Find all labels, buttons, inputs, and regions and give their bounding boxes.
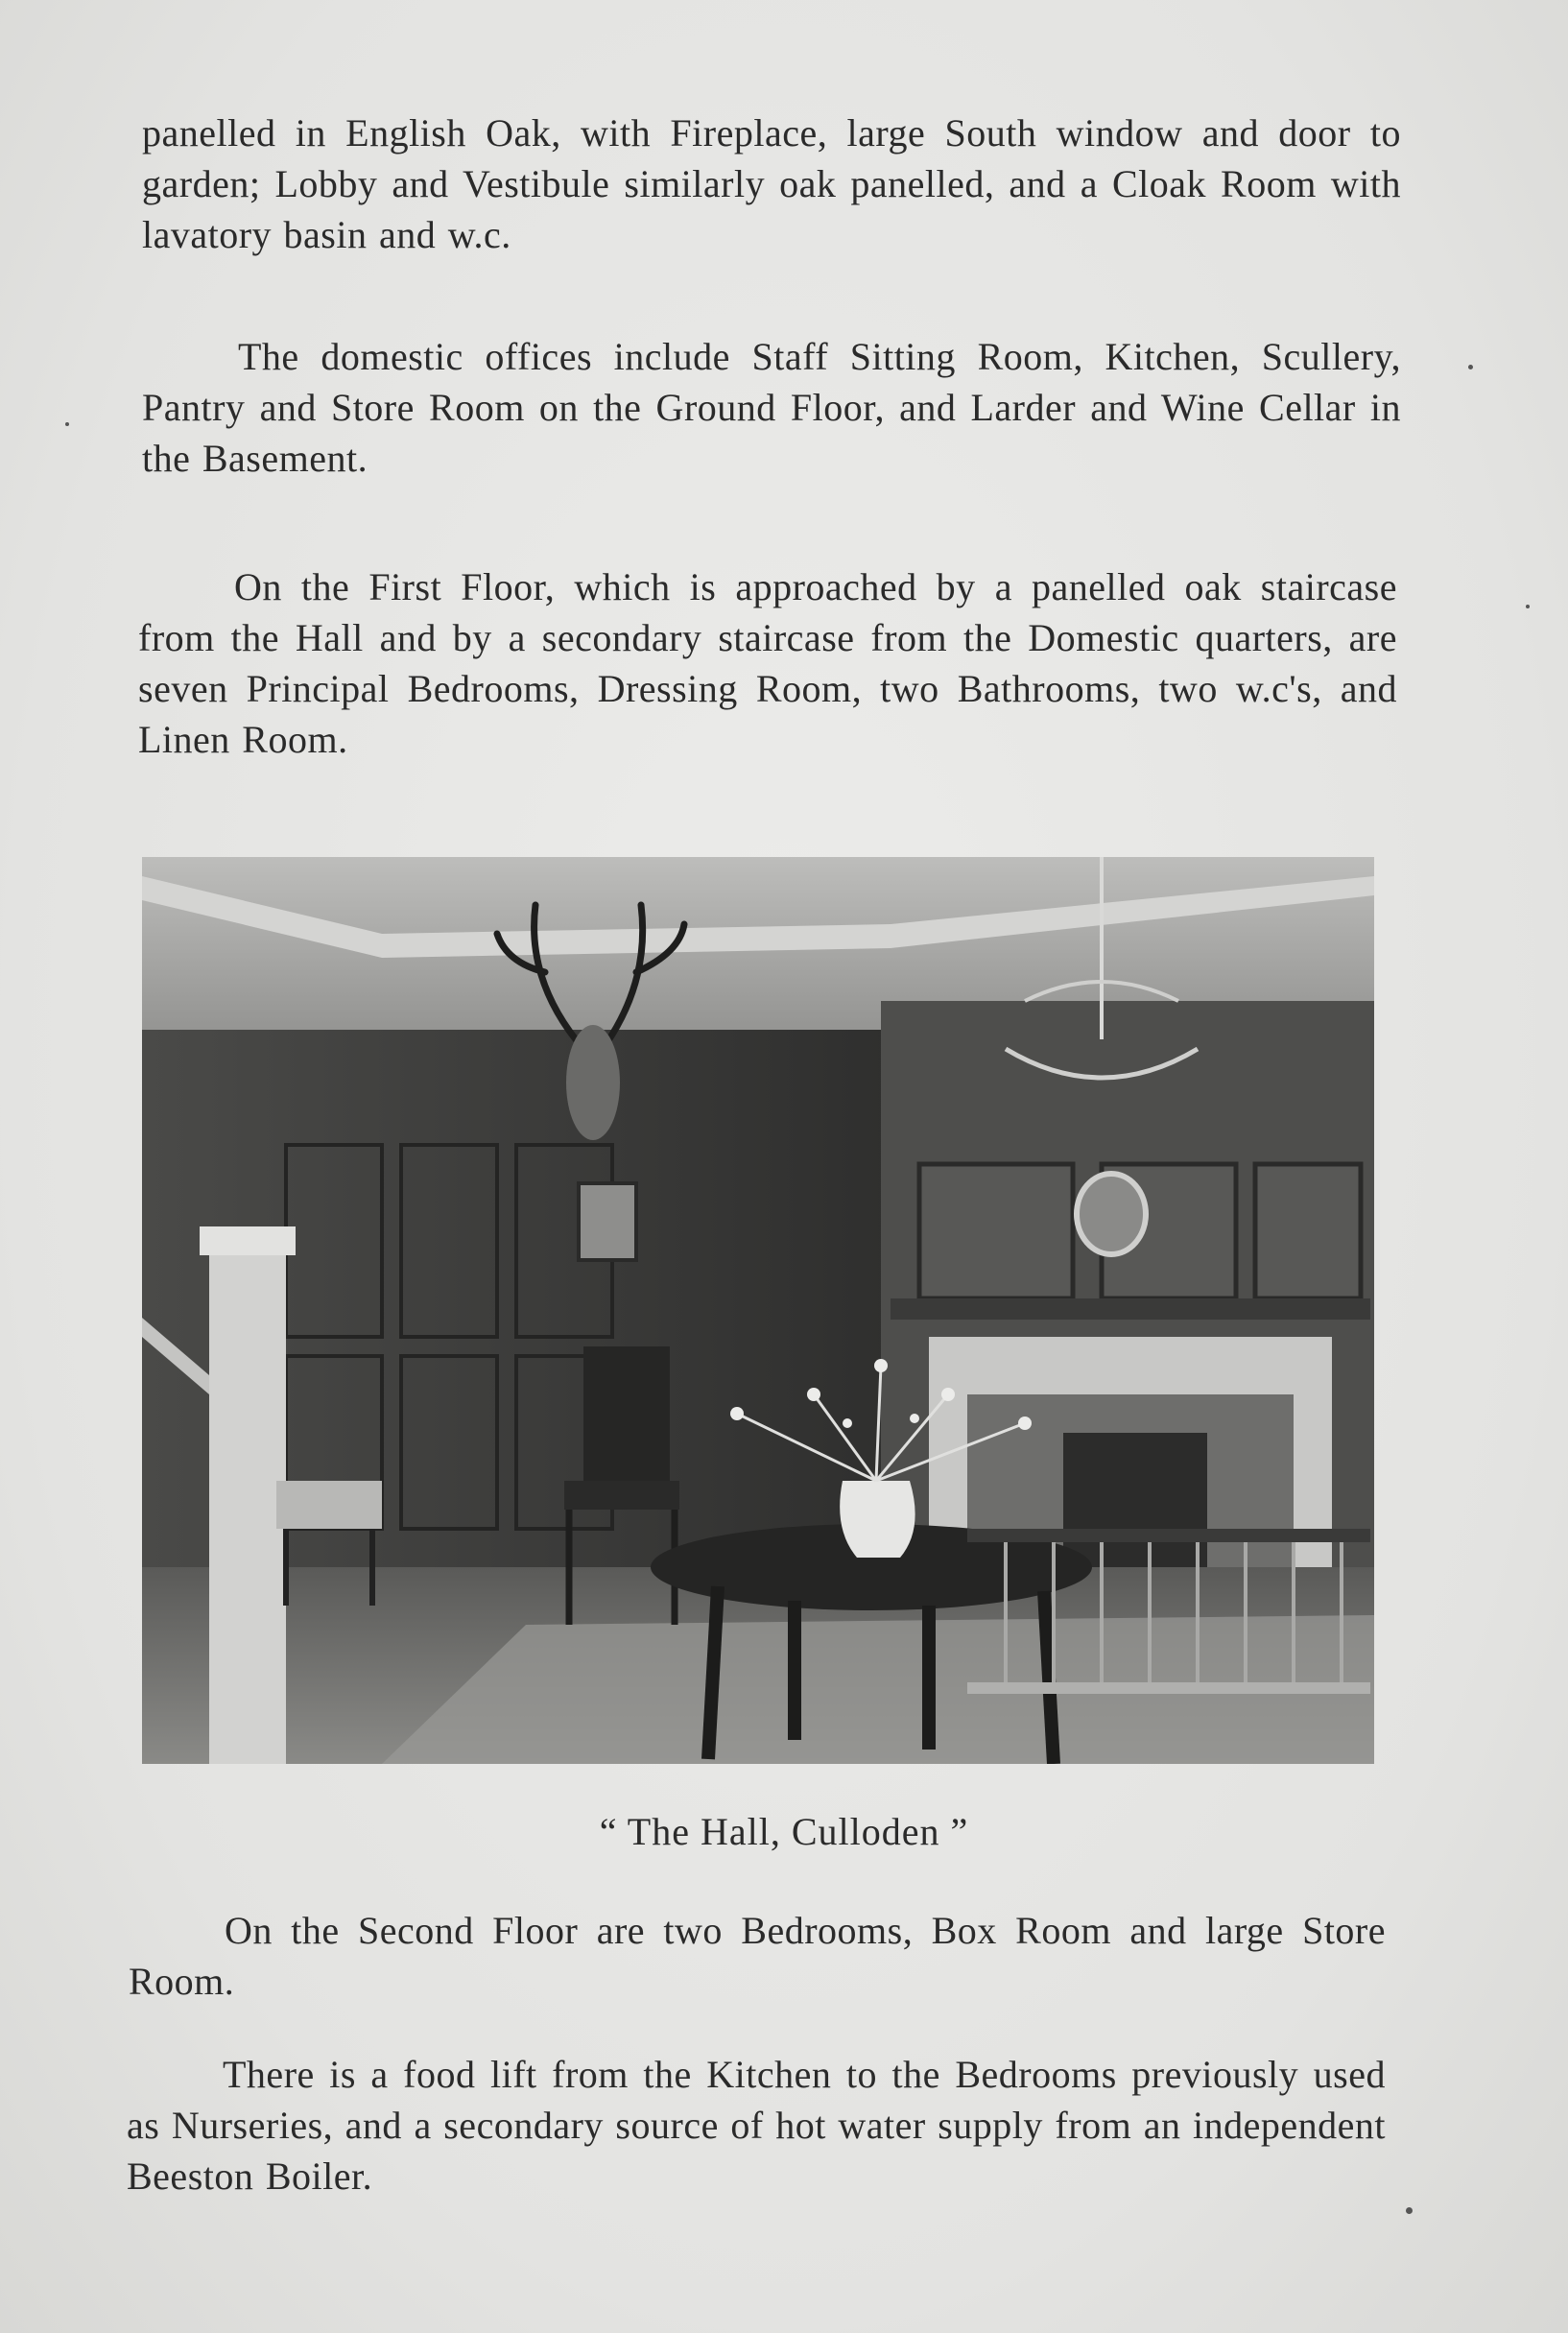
paragraph-second-floor: On the Second Floor are two Bedrooms, Box Room and large Store Room. (129, 1909, 1386, 2003)
paper-speck (1468, 365, 1473, 369)
hall-photograph (142, 857, 1374, 1764)
paper-speck (1406, 2207, 1413, 2214)
paragraph-domestic-offices: The domestic offices include Staff Sitting Room, Kitchen, Scullery, Pantry and Store Room on the Ground Floor, and Larder and Wine Cellar in the Basement. (142, 335, 1401, 480)
paper-speck (1526, 605, 1530, 608)
paragraph-food-lift: There is a food lift from the Kitchen to the Bedrooms previously used as Nurseries, and a secondary source of hot water supply from an independent Beeston Boiler. (127, 2053, 1386, 2198)
paragraph-hall-continuation: panelled in English Oak, with Fireplace, large South window and door to garden; Lobby and Vestibule similarly oak panelled, and a Cloak Room with lavatory basin and w.c. (142, 111, 1401, 256)
paper-speck (65, 422, 69, 426)
paragraph-first-floor: On the First Floor, which is approached by a panelled oak staircase from the Hall and by a secondary staircase from the Domestic quarters, are seven Principal Bedrooms, Dressing Room, two Bathrooms, two w.c's, and Linen Room. (138, 565, 1397, 761)
photo-caption: “ The Hall, Culloden ” (599, 1810, 969, 1853)
